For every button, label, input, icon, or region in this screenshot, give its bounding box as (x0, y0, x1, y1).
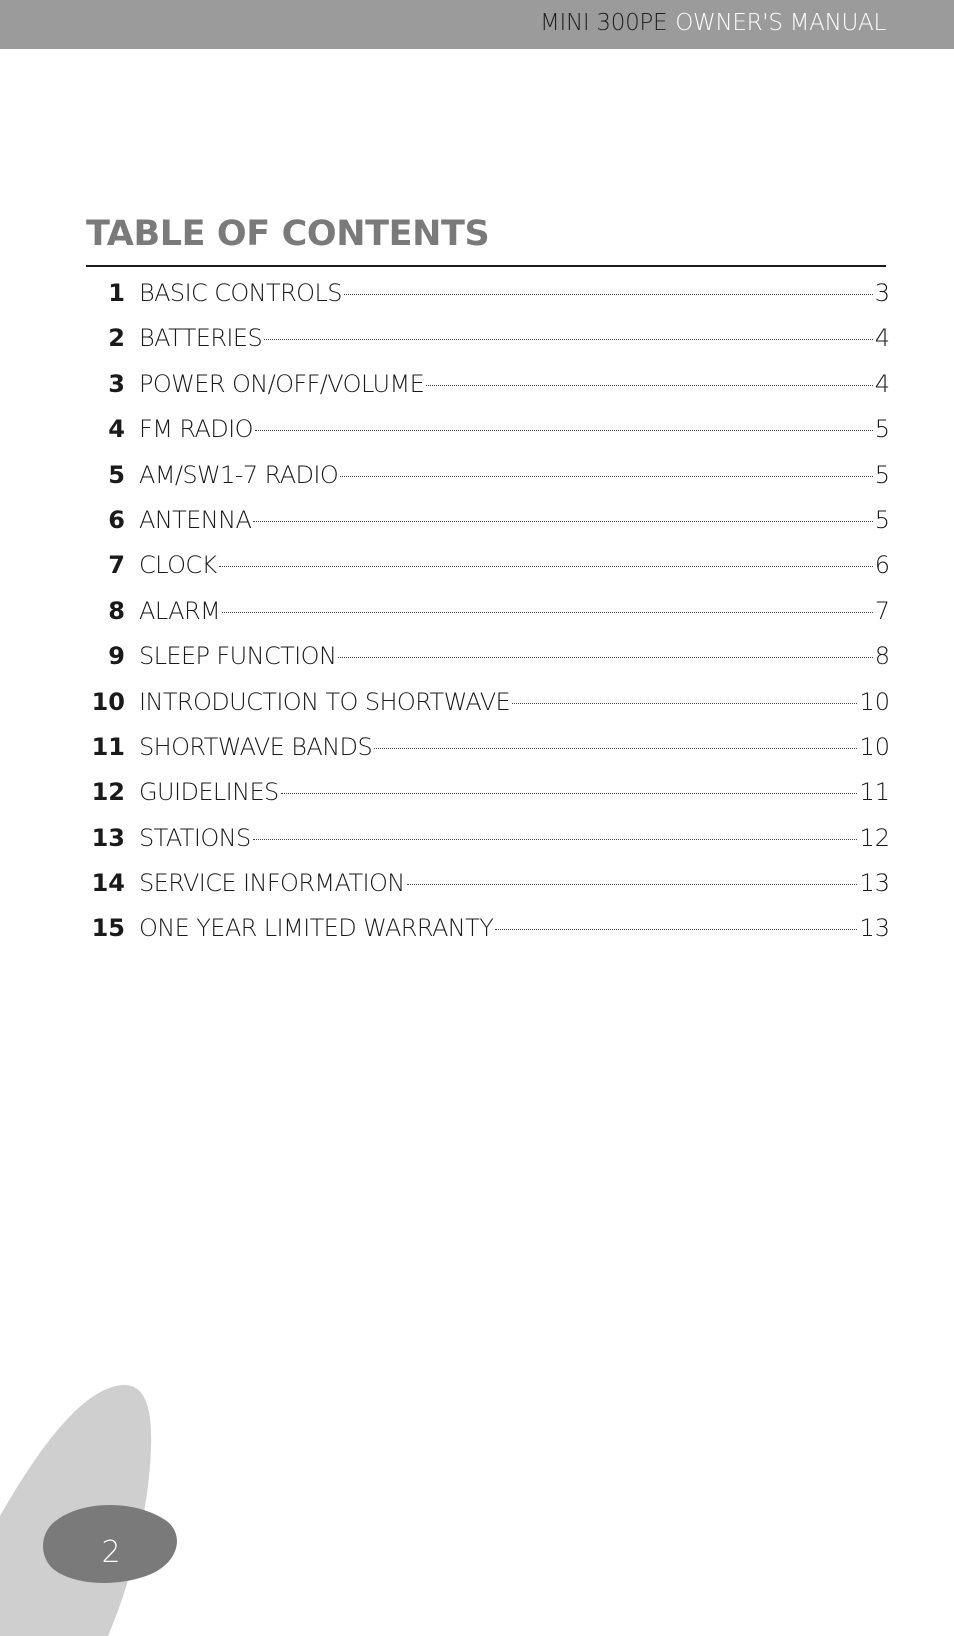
toc-leader (338, 656, 872, 658)
toc-row[interactable] (86, 725, 890, 770)
toc-heading: TABLE OF CONTENTS (86, 214, 490, 254)
toc-page: 11 (859, 778, 890, 807)
toc-leader (495, 928, 857, 930)
toc-title: BASIC CONTROLS (139, 279, 342, 307)
toc-title: SHORTWAVE BANDS (139, 732, 373, 761)
toc-page: 5 (874, 415, 890, 444)
toc-leader (374, 747, 857, 749)
toc-num: 4 (108, 415, 125, 444)
toc-row[interactable] (86, 316, 890, 361)
toc-entry (139, 861, 890, 906)
toc-entry (139, 816, 890, 861)
toc-page: 7 (874, 596, 890, 625)
toc-leader (281, 792, 858, 794)
toc-num: 11 (91, 732, 125, 761)
header-bar (0, 0, 954, 49)
toc-row[interactable] (86, 407, 890, 452)
toc-num: 6 (108, 505, 125, 534)
toc-leader (219, 565, 873, 567)
toc-page: 13 (859, 914, 890, 943)
toc-leader (344, 293, 873, 295)
toc-title: GUIDELINES (139, 778, 279, 807)
toc-num: 9 (108, 642, 125, 671)
toc-num: 3 (108, 369, 125, 398)
toc-entry (139, 770, 890, 815)
toc-leader (253, 520, 872, 522)
toc-num: 1 (108, 279, 125, 307)
toc-num: 12 (91, 778, 125, 807)
toc-row[interactable] (86, 816, 890, 861)
toc-row[interactable] (86, 589, 890, 634)
toc-page: 12 (859, 823, 890, 852)
toc-leader (264, 338, 873, 340)
toc-entry (139, 453, 890, 498)
toc-entry (139, 725, 890, 770)
toc-divider (86, 265, 886, 267)
toc-entry (139, 362, 890, 407)
toc-page: 13 (859, 869, 890, 898)
toc-entry (139, 680, 890, 725)
toc-page: 5 (874, 505, 890, 534)
toc-entry (139, 906, 890, 951)
toc-entry (139, 543, 890, 588)
toc-title: BATTERIES (139, 324, 263, 353)
toc-page: 6 (874, 551, 890, 580)
toc-title: INTRODUCTION TO SHORTWAVE (139, 687, 511, 716)
toc-title: ONE YEAR LIMITED WARRANTY (139, 914, 494, 943)
toc-leader (340, 475, 873, 477)
toc-num: 8 (108, 596, 125, 625)
toc-num: 14 (91, 869, 125, 898)
toc-num: 2 (108, 324, 125, 353)
toc-entry (139, 271, 890, 316)
toc-title: POWER ON/OFF/VOLUME (139, 369, 425, 398)
toc-leader (426, 384, 873, 386)
toc-title: ALARM (139, 596, 221, 625)
toc-title: CLOCK (139, 551, 217, 580)
toc-row[interactable] (86, 543, 890, 588)
toc-num: 13 (91, 823, 125, 852)
toc-num: 5 (108, 460, 125, 489)
toc-title: SLEEP FUNCTION (139, 642, 337, 671)
toc-leader (255, 429, 873, 431)
toc-page: 4 (874, 369, 890, 398)
toc-row[interactable] (86, 770, 890, 815)
toc-title: SERVICE INFORMATION (139, 869, 405, 898)
toc-leader (222, 611, 873, 613)
toc-row[interactable] (86, 362, 890, 407)
toc-entry (139, 316, 890, 361)
toc-page: 4 (874, 324, 890, 353)
toc-title: STATIONS (139, 823, 251, 852)
toc-num: 10 (91, 687, 125, 716)
toc-page: 5 (874, 460, 890, 489)
toc-row[interactable] (86, 453, 890, 498)
toc-num: 7 (108, 551, 125, 580)
toc-entry (139, 589, 890, 634)
toc-list (86, 271, 890, 952)
toc-page: 3 (874, 279, 890, 307)
toc-num: 15 (91, 914, 125, 943)
page-number: 2 (101, 1535, 121, 1570)
toc-page: 8 (874, 642, 890, 671)
toc-row[interactable] (86, 861, 890, 906)
toc-leader (512, 702, 857, 704)
toc-row[interactable] (86, 634, 890, 679)
toc-row[interactable] (86, 271, 890, 316)
toc-leader (253, 838, 858, 840)
toc-title: FM RADIO (139, 415, 253, 444)
toc-entry (139, 407, 890, 452)
toc-page: 10 (859, 732, 890, 761)
toc-row[interactable] (86, 498, 890, 543)
toc-title: AM/SW1-7 RADIO (139, 460, 339, 489)
toc-row[interactable] (86, 906, 890, 951)
toc-leader (407, 883, 858, 885)
toc-page: 10 (859, 687, 890, 716)
toc-entry (139, 498, 890, 543)
header-model: MINI 300PE (540, 10, 668, 36)
running-header (540, 10, 886, 36)
toc-row[interactable] (86, 680, 890, 725)
toc-title: ANTENNA (139, 505, 252, 534)
header-title: OWNER'S MANUAL (675, 10, 886, 36)
toc-entry (139, 634, 890, 679)
